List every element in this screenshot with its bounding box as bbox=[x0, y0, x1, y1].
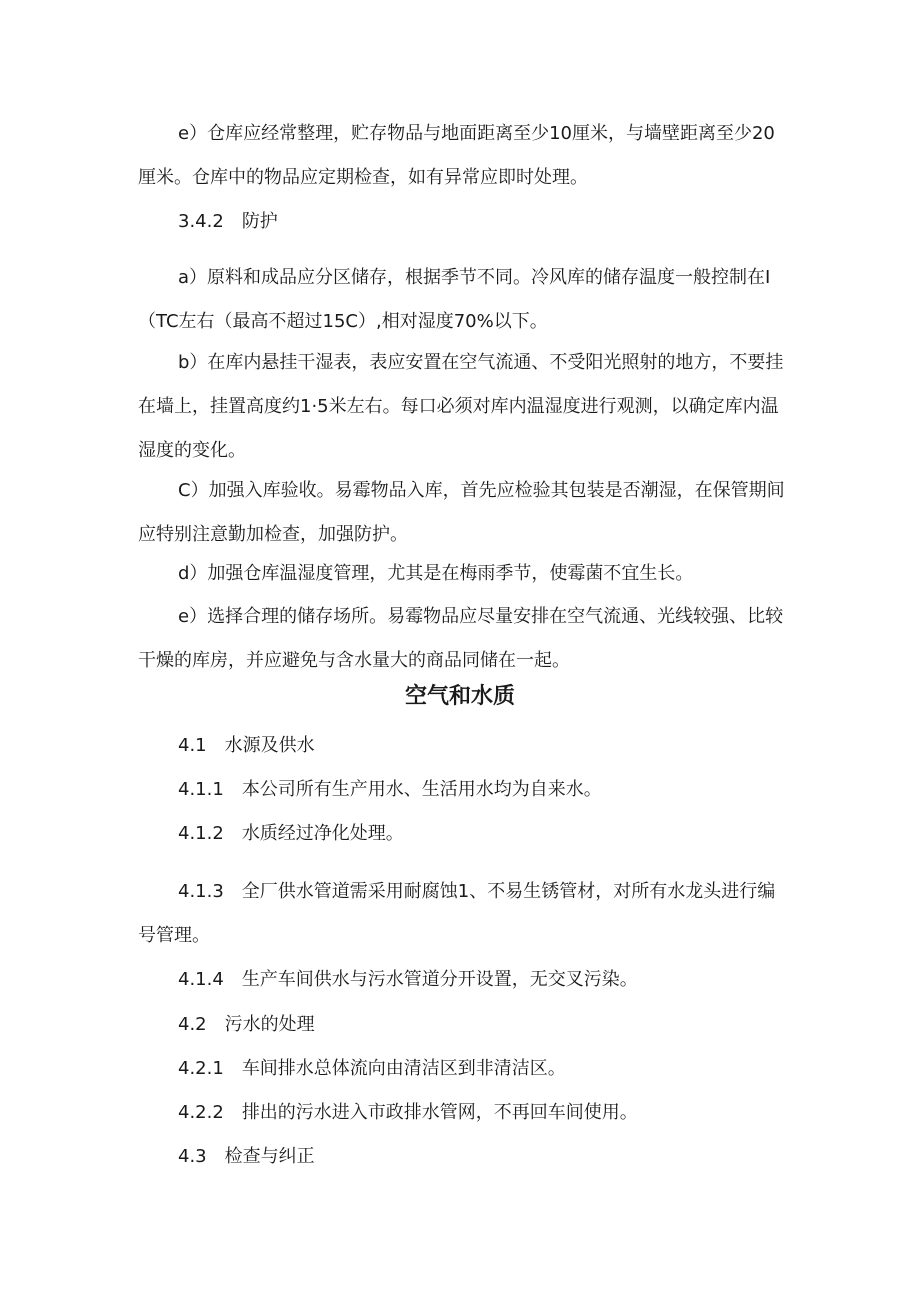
section-number: 4.3 bbox=[178, 1146, 207, 1167]
section-title: 检查与纠正 bbox=[224, 1146, 315, 1167]
section-text: 车间排水总体流向由清洁区到非清洁区。 bbox=[241, 1058, 566, 1079]
section-title: 防护 bbox=[241, 211, 278, 232]
paragraph-b: b）在库内悬挂干湿表，表应安置在空气流通、不受阳光照射的地方，不要挂在墙上，挂置高度约1·5米左右。每口必须对库内温湿度进行观测，以确定库内温湿度的变化。 bbox=[138, 352, 784, 461]
section-text: 排出的污水进入市政排水管网，不再回车间使用。 bbox=[241, 1102, 638, 1123]
section-number: 4.2.2 bbox=[178, 1102, 224, 1123]
section-text: 水质经过净化处理。 bbox=[241, 823, 404, 844]
section-text: 本公司所有生产用水、生活用水均为自来水。 bbox=[241, 779, 602, 800]
section-4-3 bbox=[178, 1135, 920, 1179]
section-title: 水源及供水 bbox=[224, 735, 315, 756]
section-title: 污水的处理 bbox=[224, 1014, 315, 1035]
section-number: 3.4.2 bbox=[178, 211, 224, 232]
section-4-2 bbox=[178, 1003, 920, 1047]
heading-air-water: 空气和水质 bbox=[404, 684, 515, 709]
paragraph-e-location: e）选择合理的储存场所。易霉物品应尽量安排在空气流通、光线较强、比较干燥的库房，并应避免与含水量大的商品同储在一起。 bbox=[138, 606, 784, 671]
section-3-4-2 bbox=[178, 200, 920, 244]
section-number: 4.1.1 bbox=[178, 779, 224, 800]
paragraph-c: C）加强入库验收。易霉物品入库，首先应检验其包装是否潮湿，在保管期间应特别注意勤加检查，加强防护。 bbox=[138, 480, 785, 545]
section-4-1-4 bbox=[178, 958, 920, 1002]
section-4-2-1 bbox=[178, 1047, 920, 1091]
section-number: 4.1 bbox=[178, 735, 207, 756]
section-number: 4.1.2 bbox=[178, 823, 224, 844]
paragraph-a: a）原料和成品应分区储存，根据季节不同。冷风库的储存温度一般控制在I（TC左右（最高不超过15C）,相对湿度70%以下。 bbox=[138, 267, 771, 332]
section-text: 生产车间供水与污水管道分开设置，无交叉污染。 bbox=[241, 969, 638, 990]
section-4-1 bbox=[178, 724, 920, 768]
section-number: 4.2 bbox=[178, 1014, 207, 1035]
section-4-1-2 bbox=[178, 812, 920, 856]
paragraph-d: d）加强仓库温湿度管理，尤其是在梅雨季节，使霉菌不宜生长。 bbox=[178, 563, 694, 584]
section-4-1-1 bbox=[178, 768, 920, 812]
paragraph-e-storage: e）仓库应经常整理，贮存物品与地面距离至少10厘米，与墙壁距离至少20厘米。仓库中的物品应定期检查，如有异常应即时处理。 bbox=[138, 123, 775, 188]
section-4-2-2 bbox=[178, 1091, 920, 1135]
section-4-1-3: 4.1.3 全厂供水管道需采用耐腐蚀1、不易生锈管材，对所有水龙头进行编号管理。 bbox=[138, 881, 776, 946]
section-number: 4.2.1 bbox=[178, 1058, 224, 1079]
section-number: 4.1.4 bbox=[178, 969, 224, 990]
